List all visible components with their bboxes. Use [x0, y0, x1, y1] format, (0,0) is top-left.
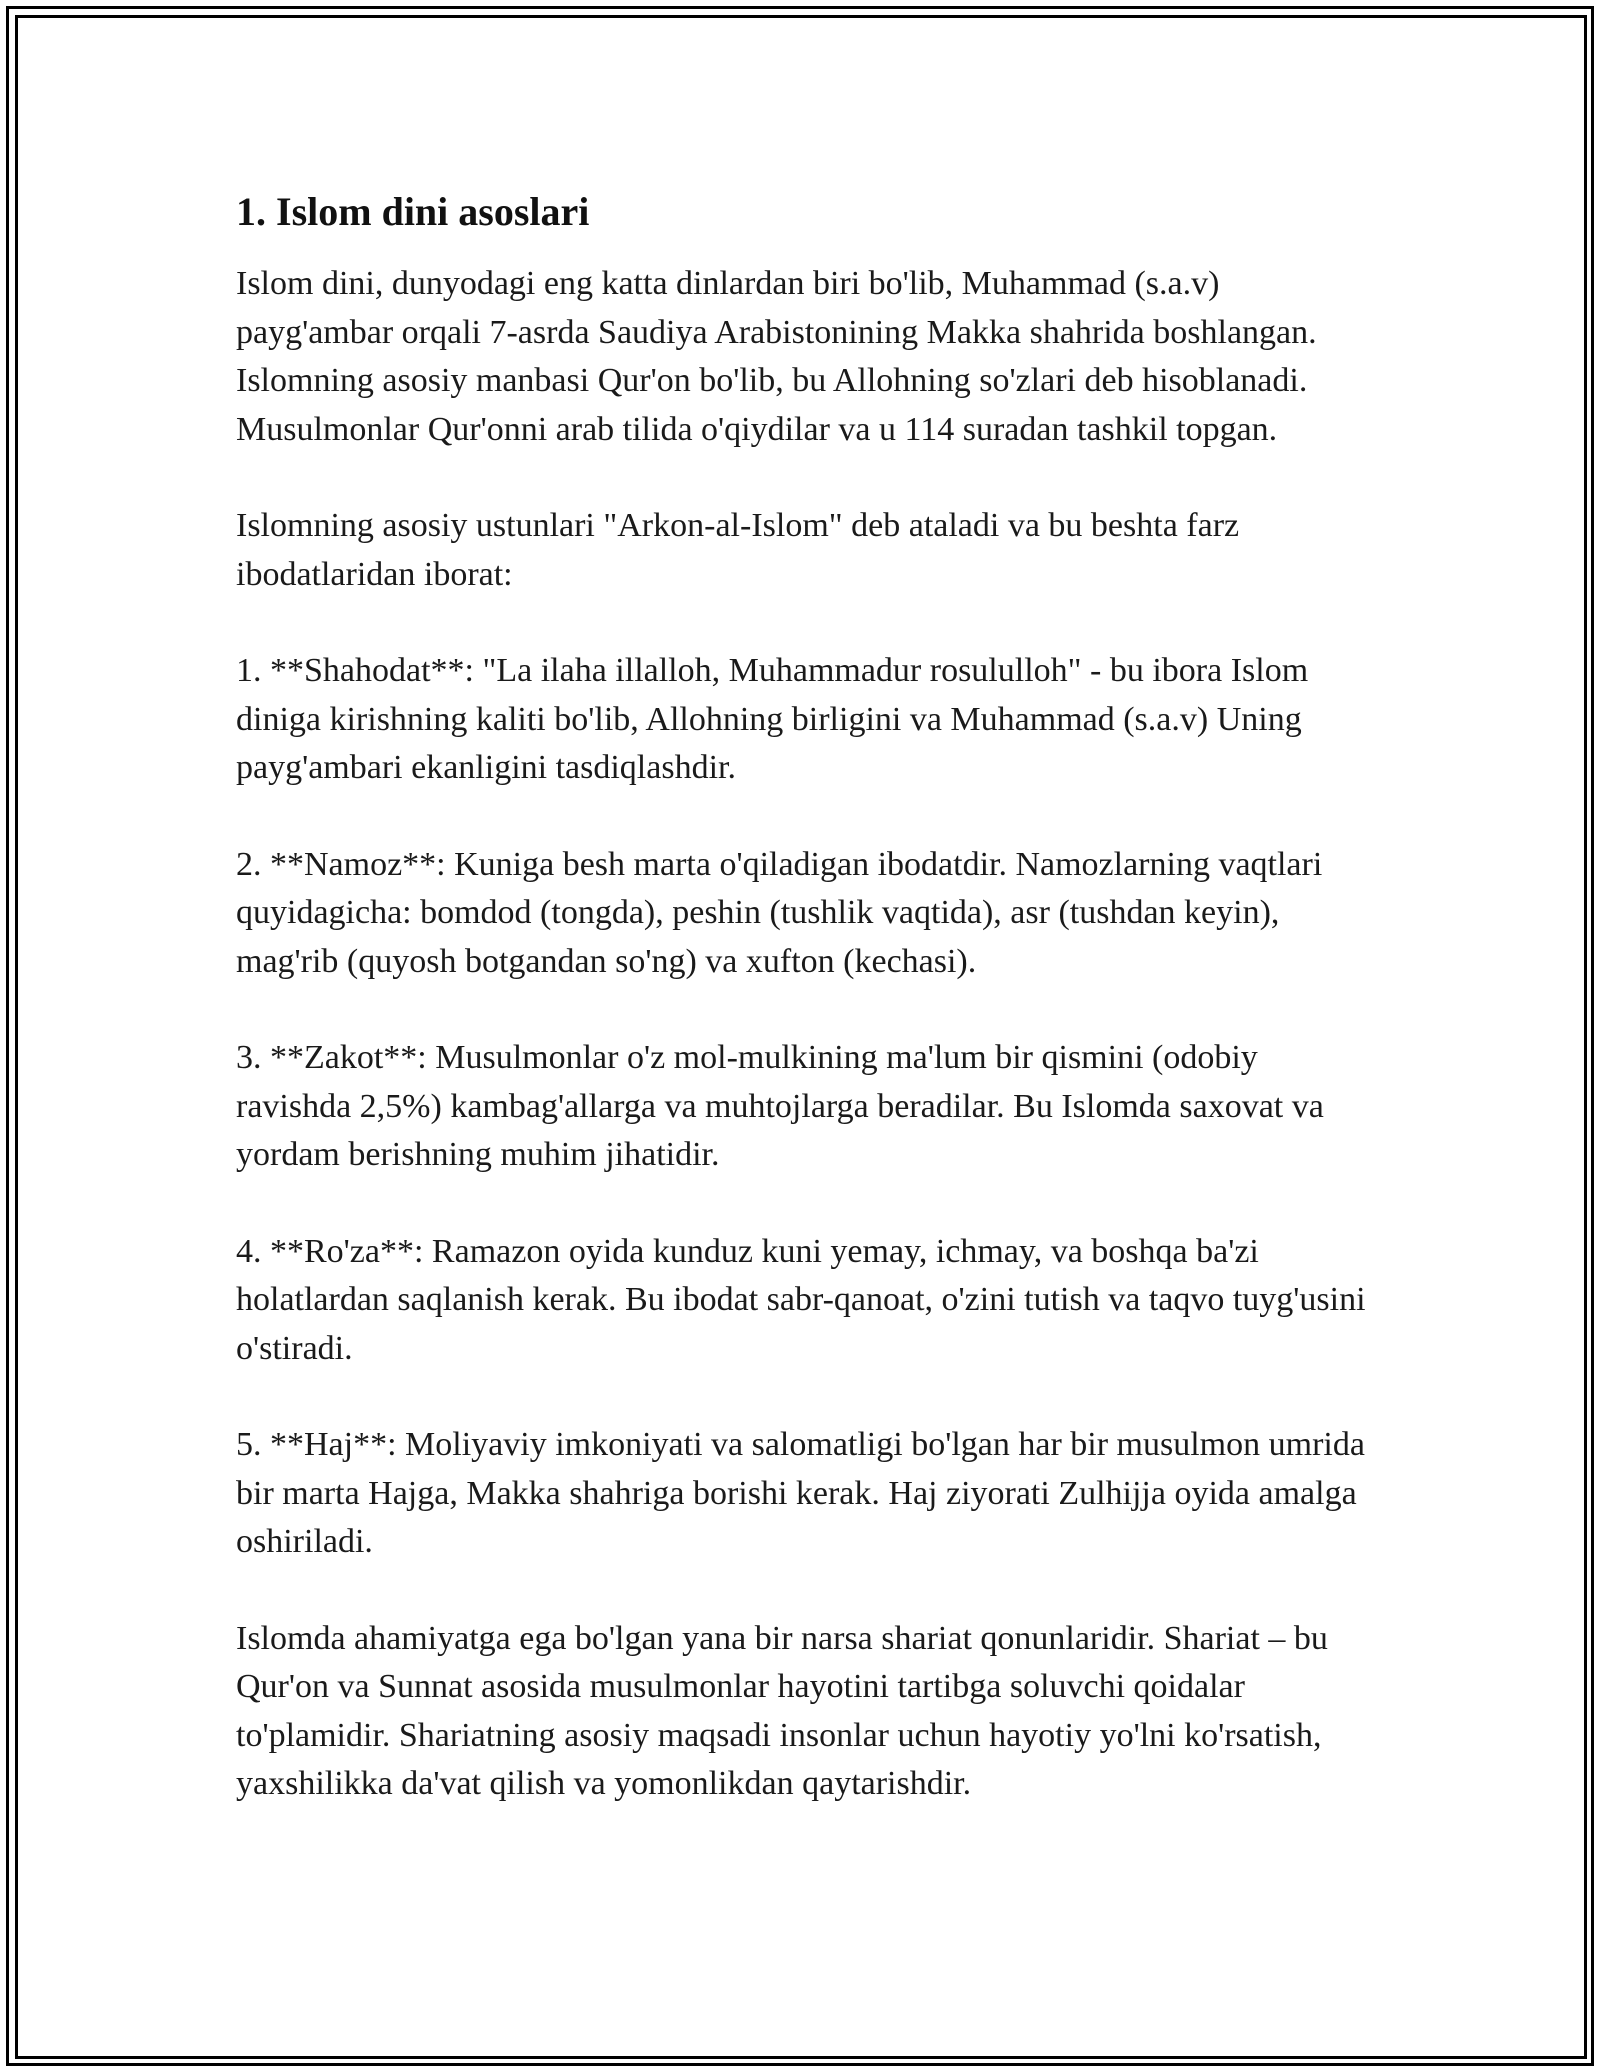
document-body — [236, 186, 1366, 1857]
paragraph-zakot: 3. **Zakot**: Musulmonlar o'z mol-mulkining ma'lum bir qismini (odobiy ravishda 2,5%) kambag'allarga va muhtojlarga beradilar. Bu Islomda saxovat va yordam berishning muhim jihatidir. — [236, 1039, 1324, 1173]
paragraph-roza: 4. **Ro'za**: Ramazon oyida kunduz kuni yemay, ichmay, va boshqa ba'zi holatlardan saqlanish kerak. Bu ibodat sabr-qanoat, o'zini tutish va taqvo tuyg'usini o'stiradi. — [236, 1232, 1366, 1367]
paragraph-haj: 5. **Haj**: Moliyaviy imkoniyati va salomatligi bo'lgan har bir musulmon umrida bir marta Hajga, Makka shahriga borishi kerak. Haj ziyorati Zulhijja oyida amalga oshiriladi. — [236, 1426, 1365, 1560]
paragraph-shariat: Islomda ahamiyatga ega bo'lgan yana bir narsa shariat qonunlaridir. Shariat – bu Qur'on va Sunnat asosida musulmonlar hayotini tartibga soluvchi qoidalar to'plamidir. Shariatning asosiy maqsadi insonlar uchun hayotiy yo'lni ko'rsatish, yaxshilikka da'vat qilish va yomonlikdan qaytarishdir. — [236, 1619, 1328, 1802]
paragraph-shahodat: 1. **Shahodat**: "La ilaha illalloh, Muhammadur rosululloh" - bu ibora Islom diniga kirishning kaliti bo'lib, Allohning birligini va Muhammad (s.a.v) Uning payg'ambari ekanligini tasdiqlashdir. — [236, 652, 1309, 786]
paragraph-pillars-intro: Islomning asosiy ustunlari "Arkon-al-Islom" deb ataladi va bu beshta farz ibodatlaridan iborat: — [236, 507, 1240, 593]
paragraph-intro: Islom dini, dunyodagi eng katta dinlardan biri bo'lib, Muhammad (s.a.v) payg'ambar orqali 7-asrda Saudiya Arabistonining Makka shahrida boshlangan. Islomning asosiy manbasi Qur'on bo'lib, bu Allohning so'zlari deb hisoblanadi. Musulmonlar Qur'onni arab tilida o'qiydilar va u 114 suradan tashkil topgan. — [236, 265, 1317, 448]
paragraph-namoz: 2. **Namoz**: Kuniga besh marta o'qiladigan ibodatdir. Namozlarning vaqtlari quyidagicha: bomdod (tongda), peshin (tushlik vaqtida), asr (tushdan keyin), mag'rib (quyosh botgandan so'ng) va xufton (kechasi). — [236, 845, 1323, 980]
section-heading: 1. Islom dini asoslari — [236, 189, 590, 234]
